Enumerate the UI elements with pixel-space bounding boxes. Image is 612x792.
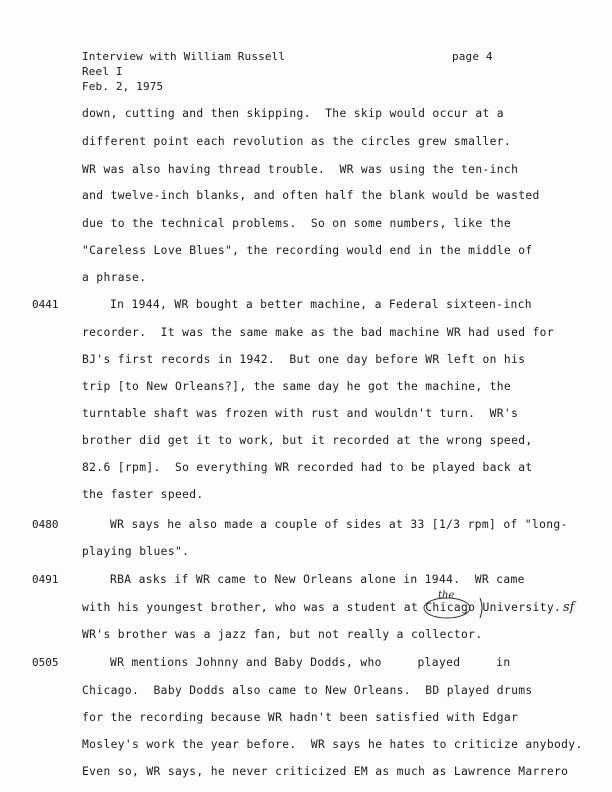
body-line: trip [to New Orleans?], the same day he got the machine, the xyxy=(82,380,512,393)
margin-code: 0491 xyxy=(32,573,59,586)
body-line: the faster speed. xyxy=(82,488,204,501)
body-line: WR mentions Johnny and Baby Dodds, who played in xyxy=(110,656,511,669)
body-line: Chicago. Baby Dodds also came to New Orleans. BD played drums xyxy=(82,684,533,697)
body-line: a phrase. xyxy=(82,271,147,284)
body-line: RBA asks if WR came to New Orleans alone in 1944. WR came xyxy=(110,573,525,586)
margin-code: 0480 xyxy=(32,518,59,531)
margin-code: 0441 xyxy=(32,298,59,311)
body-line: recorder. It was the same make as the bad machine WR had used for xyxy=(82,326,554,339)
body-line: brother did get it to work, but it recorded at the wrong speed, xyxy=(82,434,533,447)
body-line: down, cutting and then skipping. The skip would occur at a xyxy=(82,107,504,120)
body-line: and twelve-inch blanks, and often half the blank would be wasted xyxy=(82,189,540,202)
interview-title: Interview with William Russell xyxy=(82,50,286,63)
interview-date: Feb. 2, 1975 xyxy=(82,80,164,93)
body-line: due to the technical problems. So on some numbers, like the xyxy=(82,217,512,230)
handwritten-insert: the xyxy=(438,590,455,601)
body-line: "Careless Love Blues", the recording would end in the middle of xyxy=(82,244,533,257)
body-line: BJ's first records in 1942. But one day before WR left on his xyxy=(82,353,526,366)
body-line: for the recording because WR hadn't been satisfied with Edgar xyxy=(82,711,519,724)
body-line: WR was also having thread trouble. WR was using the ten-inch xyxy=(82,163,519,176)
body-line: turntable shaft was frozen with rust and wouldn't turn. WR's xyxy=(82,407,519,420)
body-line: playing blues". xyxy=(82,545,190,558)
page-number: page 4 xyxy=(452,50,493,63)
handwritten-initials: sf xyxy=(563,600,575,615)
reel-label: Reel I xyxy=(82,65,123,78)
body-line: WR says he also made a couple of sides at 33 [1/3 rpm] of "long- xyxy=(110,518,568,531)
body-line: Even so, WR says, he never criticized EM as much as Lawrence Marrero xyxy=(82,765,569,778)
body-line: with his youngest brother, who was a student at Chicago University. xyxy=(82,601,562,614)
margin-code: 0505 xyxy=(32,656,59,669)
body-line: In 1944, WR bought a better machine, a Federal sixteen-inch xyxy=(110,298,532,311)
body-line: WR's brother was a jazz fan, but not really a collector. xyxy=(82,628,483,641)
body-line: 82.6 [rpm]. So everything WR recorded had to be played back at xyxy=(82,461,533,474)
body-line: different point each revolution as the circles grew smaller. xyxy=(82,135,512,148)
body-line: Mosley's work the year before. WR says he hates to criticize anybody. xyxy=(82,738,583,751)
